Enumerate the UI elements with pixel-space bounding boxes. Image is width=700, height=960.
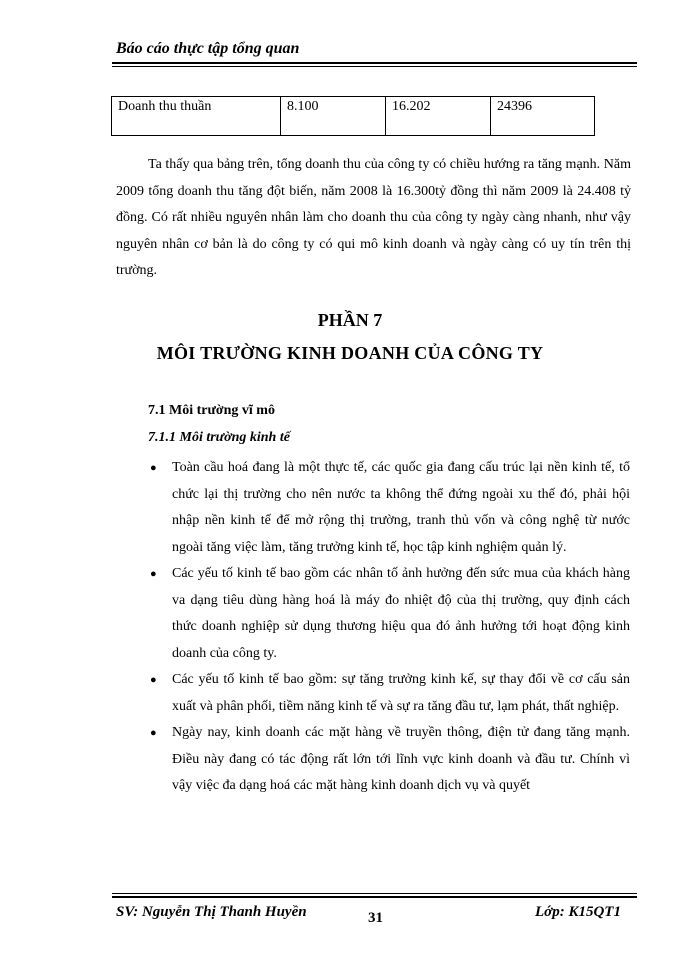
header-title: Báo cáo thực tập tổng quan bbox=[116, 40, 300, 57]
table-cell-2009: 24396 bbox=[491, 97, 595, 136]
list-item bbox=[148, 455, 630, 561]
page-number: 31 bbox=[368, 910, 383, 926]
list-item-text: Toàn cầu hoá đang là một thực tế, các quốc gia đang cấu trúc lại nền kinh tế, tổ chức lại thị trường cho nên nước ta không thể đứng ngoài xu thế đó, phải hội nhập nền kinh tế để mở rộng thị trường, tranh thủ vốn và công nghệ từ nước ngoài tăng việc làm, tăng trưởng kinh tế, học tập kinh nghiệm quản lý. bbox=[172, 460, 630, 555]
body-paragraph: Ta thấy qua bảng trên, tổng doanh thu của công ty có chiều hướng ra tăng mạnh. Năm 2009 tổng doanh thu tăng đột biến, năm 2008 là 16.300tỷ đồng thì năm 2009 là 24.408 tỷ đồng. Có rất nhiều nguyên nhân làm cho doanh thu của công ty ngày càng nhanh, như vậy nguyên nhân cơ bản là do công ty có qui mô kinh doanh và ngày càng có uy tín trên thị trường. bbox=[116, 157, 631, 278]
list-item bbox=[148, 667, 630, 720]
revenue-table bbox=[111, 96, 595, 136]
table-cell-2008: 16.202 bbox=[386, 97, 491, 136]
bullet-list bbox=[148, 455, 630, 800]
table-cell-2007: 8.100 bbox=[281, 97, 386, 136]
list-item bbox=[148, 561, 630, 667]
list-item-text: Ngày nay, kinh doanh các mặt hàng về truyền thông, điện tử đang tăng mạnh. Điều này đang có tác động rất lớn tới lĩnh vực kinh doanh và đầu tư. Chính vì vậy việc đa dạng hoá các mặt hàng kinh doanh dịch vụ và quyết bbox=[172, 725, 630, 793]
table-row bbox=[112, 97, 595, 136]
part-subtitle: MÔI TRƯỜNG KINH DOANH CỦA CÔNG TY bbox=[156, 343, 544, 363]
bullet-icon: ● bbox=[150, 727, 157, 739]
table-cell-label: Doanh thu thuần bbox=[112, 97, 281, 136]
bullet-icon: ● bbox=[150, 568, 157, 580]
list-item bbox=[148, 720, 630, 800]
list-item-text: Các yếu tố kinh tế bao gồm: sự tăng trưởng kinh kế, sự thay đổi về cơ cấu sản xuất và phân phối, tiềm năng kinh tế và sự ra tăng đầu tư, lạm phát, thất nghiệp. bbox=[172, 672, 630, 714]
section-heading: 7.1 Môi trường vĩ mô bbox=[148, 403, 275, 418]
part-title: PHẦN 7 bbox=[317, 310, 383, 330]
bullet-icon: ● bbox=[150, 462, 157, 474]
subsection-heading: 7.1.1 Môi trường kinh tế bbox=[148, 430, 290, 445]
header-divider bbox=[112, 62, 637, 67]
bullet-icon: ● bbox=[150, 674, 157, 686]
footer-divider bbox=[112, 893, 637, 898]
list-item-text: Các yếu tố kinh tế bao gồm các nhân tố ảnh hưởng đến sức mua của khách hàng va dạng tiêu dùng hàng hoá là máy đo nhiệt độ của thị trường, quy định cách thức doanh nghiệp sử dụng thương hiệu qua đó ảnh hưởng tới hoạt động kinh doanh của công ty. bbox=[172, 566, 630, 661]
footer-student: SV: Nguyễn Thị Thanh Huyền bbox=[116, 904, 307, 920]
footer-class: Lớp: K15QT1 bbox=[535, 904, 621, 920]
